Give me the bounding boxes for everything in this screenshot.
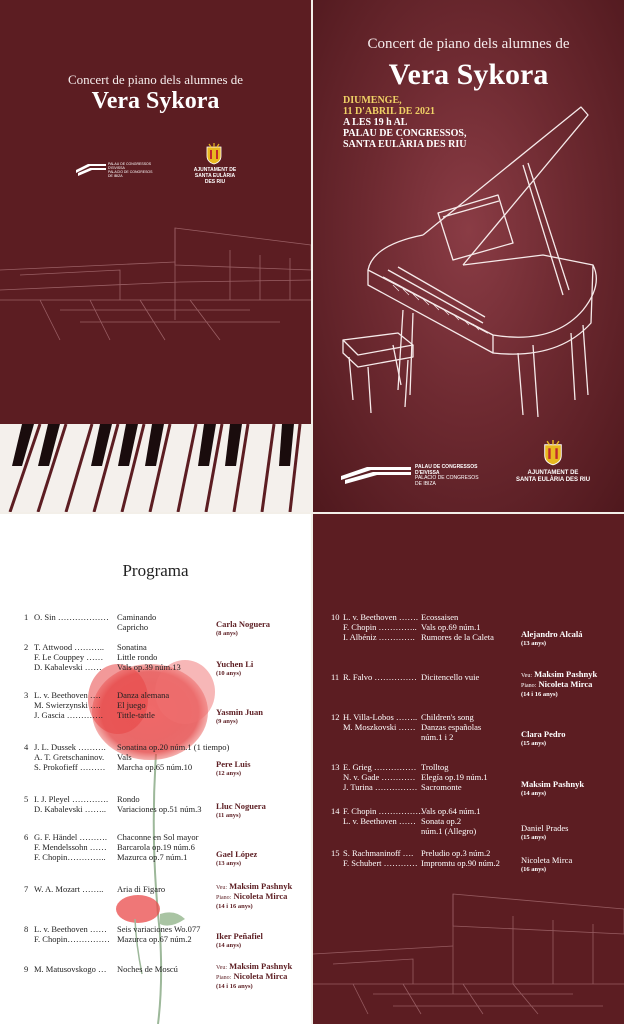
front-cover-name: Vera Sykora [388, 58, 549, 91]
front-cover-panel [313, 0, 624, 512]
piece-title: Preludio op.3 núm.2 [421, 848, 491, 858]
piece-title: Sacromonte [421, 782, 462, 792]
composer: L. v. Beethoven ……. [343, 612, 418, 622]
performer-age: (15 anys) [521, 740, 547, 747]
composer: F. Schubert ………… [343, 858, 418, 868]
item-number: 14 [331, 806, 340, 816]
performer-piano [521, 680, 592, 691]
piece-title: Marcha op.65 núm.10 [117, 762, 193, 772]
label-voice: Veu: [521, 673, 532, 679]
coat-of-arms-icon [542, 440, 564, 466]
item-number: 3 [24, 690, 29, 700]
performer-piano-name: Nicoleta Mirca [233, 971, 288, 981]
composer: T. Attwood ……….. [34, 642, 104, 652]
label-voice: Veu: [216, 885, 227, 891]
composer: S. Prokofieff ……… [34, 762, 106, 772]
performer-age: (12 anys) [216, 770, 242, 777]
label-piano: Piano: [216, 975, 232, 981]
composer: L. v. Beethoven …… [343, 816, 416, 826]
back-cover-panel [0, 0, 311, 512]
composer: J. Turina …………… [343, 782, 418, 792]
performer-age: (14 i 16 anys) [521, 691, 558, 698]
piece-title: Tittle-tattle [117, 710, 155, 720]
performer-age: (14 i 16 anys) [216, 903, 253, 910]
performer-age: (15 anys) [521, 834, 547, 841]
item-number: 8 [24, 924, 29, 934]
piece-title: Variaciones op.51 núm.3 [117, 804, 202, 814]
performer-age: (11 anys) [216, 812, 241, 819]
label-piano: Piano: [216, 895, 232, 901]
piece-title: Aria di Figaro [117, 884, 166, 894]
performer-name: Alejandro Alcalá [521, 629, 583, 639]
performer-age: (13 anys) [216, 860, 242, 867]
piece-title: Vals op.64 núm.1 [421, 806, 481, 816]
composer: D. Kabalevski …….. [34, 804, 107, 814]
piece-title: Caminando [117, 612, 157, 622]
piece-title: Noches de Moscú [117, 964, 178, 974]
composer: W. A. Mozart …….. [34, 884, 104, 894]
piano-keys-graphic [0, 424, 311, 512]
composer: E. Grieg …………… [343, 762, 417, 772]
composer: S. Rachmaninoff …. [343, 848, 414, 858]
composer: L. v. Beethoven …… [34, 924, 107, 934]
piece-title: Mazurca op.7 núm.1 [117, 852, 188, 862]
composer: D. Kabalevski …… [34, 662, 102, 672]
piece-title: Sonatina [117, 642, 147, 652]
composer: I. J. Pleyel …………. [34, 794, 109, 804]
composer: R. Falvo …………… [343, 672, 417, 682]
composer: M. Matusovskogo … [34, 964, 107, 974]
composer: A. T. Gretschaninov. [34, 752, 105, 762]
item-number: 12 [331, 712, 340, 722]
piece-title: Seis variaciones Wo.077 [117, 924, 201, 934]
piece-title: Children's song [421, 712, 474, 722]
composer: J. L. Dussek ………. [34, 742, 106, 752]
front-cover-subtitle: Concert de piano dels alumnes de [367, 36, 570, 52]
back-cover-name: Vera Sykora [91, 88, 220, 114]
event-day: DIUMENGE, [343, 95, 402, 106]
composer: F. Chopin…………… [34, 934, 110, 944]
item-number: 13 [331, 762, 340, 772]
performer-name: Yasmin Juan [216, 707, 264, 717]
performer-age: (14 anys) [216, 942, 242, 949]
performer-age: (8 anys) [216, 630, 238, 637]
performer-age: (10 anys) [216, 670, 242, 677]
ajuntament-text: AJUNTAMENT DE SANTA EULÀRIA DES RIU [515, 470, 591, 483]
item-number: 2 [24, 642, 29, 652]
piece-title: núm.1 i 2 [421, 732, 454, 742]
performer-name: Daniel Prades [521, 823, 569, 833]
piece-title: Elegía op.19 núm.1 [421, 772, 488, 782]
performer-piano-name: Nicoleta Mirca [538, 679, 593, 689]
event-venue: PALAU DE CONGRESSOS, [343, 128, 467, 139]
piece-title: Vals op.39 núm.13 [117, 662, 181, 672]
performer-name: Gael López [216, 849, 258, 859]
event-date: 11 D'ABRIL DE 2021 [343, 106, 435, 117]
front-ajuntament-logo [513, 440, 593, 490]
event-time: A LES 19 h AL [343, 117, 408, 128]
piece-title: Barcarola op.19 núm.6 [117, 842, 195, 852]
item-number: 4 [24, 742, 29, 752]
piece-title: Rondo [117, 794, 140, 804]
composer: J. Gascia …………. [34, 710, 103, 720]
composer: G. F. Händel ………. [34, 832, 107, 842]
performer-piano [216, 892, 287, 903]
composer: I. Albéniz …………. [343, 632, 415, 642]
program-left-panel [0, 514, 311, 1024]
ajuntament-text: AJUNTAMENT DE SANTA EULÀRIA DES RIU [193, 167, 237, 185]
piece-title: Chaconne en Sol mayor [117, 832, 199, 842]
composer: O. Sin ……………… [34, 612, 109, 622]
piece-title: Rumores de la Caleta [421, 632, 494, 642]
performer-name: Carla Noguera [216, 619, 271, 629]
composer: N. v. Gade ………… [343, 772, 416, 782]
piece-title: núm.1 (Allegro) [421, 826, 477, 836]
item-number: 7 [24, 884, 29, 894]
piece-title: Sonata op.2 [421, 816, 462, 826]
performer-age: (14 i 16 anys) [216, 983, 253, 990]
composer: F. Le Couppey …… [34, 652, 104, 662]
composer: H. Villa-Lobos …….. [343, 712, 418, 722]
performer-piano [216, 972, 287, 983]
performer-name: Yuchen Li [216, 659, 254, 669]
program-title: Programa [122, 561, 189, 580]
performer-name: Maksim Pashnyk [521, 779, 585, 789]
grand-piano-sketch [313, 95, 624, 425]
palau-logo-text: PALAU DE CONGRESSOS D'EIVISSA PALACIO DE CONGRESOS DE IBIZA [108, 162, 153, 178]
composer: F. Mendelssohn …… [34, 842, 107, 852]
piece-title: Vals [117, 752, 132, 762]
label-piano: Piano: [521, 683, 537, 689]
piece-title: Capricho [117, 622, 149, 632]
piece-title: Danzas españolas [421, 722, 482, 732]
piece-title: Impromtu op.90 núm.2 [421, 858, 500, 868]
performer-name: Lluc Noguera [216, 801, 266, 811]
piece-title: Vals op.69 núm.1 [421, 622, 481, 632]
item-number: 1 [24, 612, 29, 622]
composer: M. Swierzynski …. [34, 700, 101, 710]
composer: F. Chopin………….. [34, 852, 106, 862]
composer: M. Moszkovski …… [343, 722, 416, 732]
palau-logo-icon [341, 462, 411, 484]
performer-name: Pere Luis [216, 759, 251, 769]
program-right-panel [313, 514, 624, 1024]
piece-title: Mazurca op.67 núm.2 [117, 934, 192, 944]
performer-voice-name: Maksim Pashnyk [534, 669, 598, 679]
performer-name: Nicoleta Mirca [521, 855, 573, 865]
item-number: 5 [24, 794, 29, 804]
back-cover-subtitle: Concert de piano dels alumnes de [67, 72, 244, 87]
composer: F. Chopin ………….. [343, 622, 417, 632]
piece-title: Trolltog [421, 762, 449, 772]
composer: F. Chopin ……………. [343, 806, 424, 816]
item-number: 6 [24, 832, 29, 842]
item-number: 11 [331, 672, 340, 682]
piece-title: Little rondo [117, 652, 158, 662]
item-number: 9 [24, 964, 29, 974]
performer-voice-name: Maksim Pashnyk [229, 881, 293, 891]
front-palau-logo [341, 462, 511, 486]
piece-title: El juego [117, 700, 146, 710]
piece-title: Dicitencello vuie [421, 672, 480, 682]
piece-title: Sonatina op.20 núm.1 (1 tiempo) [117, 742, 230, 752]
palau-logo-text: PALAU DE CONGRESSOS D'EIVISSA PALACIO DE CONGRESOS DE IBIZA [415, 464, 479, 487]
event-town: SANTA EULÀRIA DES RIU [343, 139, 467, 150]
performer-name: Clara Pedro [521, 729, 566, 739]
performer-voice-name: Maksim Pashnyk [229, 961, 293, 971]
performer-age: (13 anys) [521, 640, 547, 647]
piece-title: Danza alemana [117, 690, 170, 700]
performer-name: Iker Peñafiel [216, 931, 263, 941]
performer-age: (9 anys) [216, 718, 238, 725]
performer-age: (14 anys) [521, 790, 547, 797]
item-number: 10 [331, 612, 340, 622]
label-voice: Veu: [216, 965, 227, 971]
performer-piano-name: Nicoleta Mirca [233, 891, 288, 901]
item-number: 15 [331, 848, 340, 858]
piece-title: Ecossaisen [421, 612, 459, 622]
composer: L. v. Beethoven …. [34, 690, 101, 700]
performer-age: (16 anys) [521, 866, 547, 873]
